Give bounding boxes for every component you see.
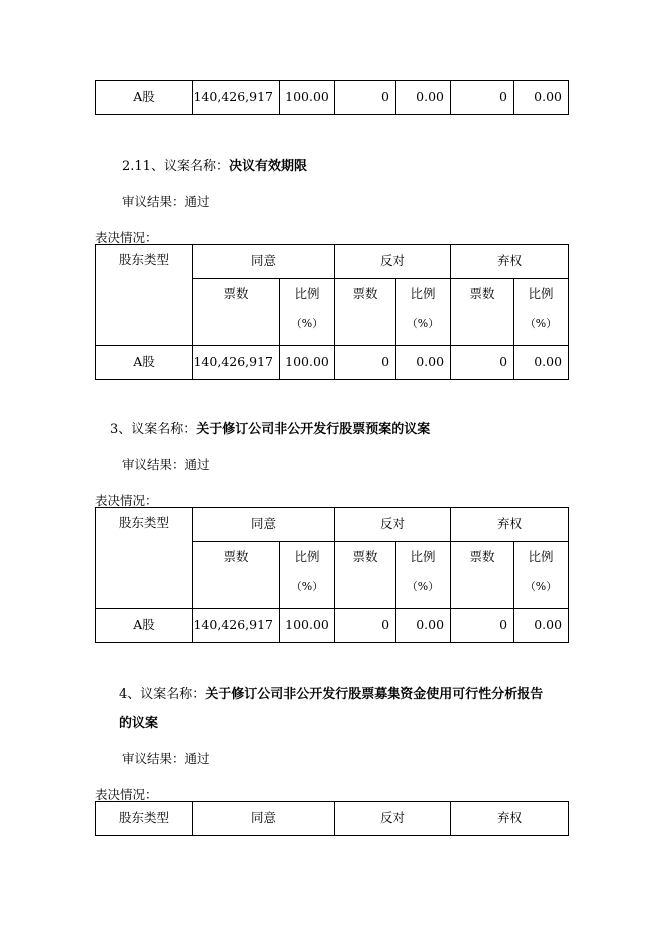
agree-votes-cell: 140,426,917 (193, 346, 280, 380)
header-ratio-label: 比例 (528, 549, 554, 564)
header-ratio-label: 比例 (528, 286, 554, 301)
header-percent-label: （%） (524, 316, 558, 330)
header-abstain: 弃权 (451, 245, 569, 279)
oppose-votes-cell: 0 (335, 81, 396, 115)
abstain-ratio-cell: 0.00 (514, 81, 569, 115)
oppose-ratio-cell: 0.00 (396, 346, 451, 380)
agree-votes-cell: 140,426,917 (193, 609, 280, 643)
shareholder-type-cell: A股 (96, 609, 193, 643)
review-result: 审议结果：通过 (122, 751, 210, 766)
header-votes: 票数 (193, 279, 280, 346)
proposal-number: 4、 (119, 687, 141, 702)
header-percent-label: （%） (290, 579, 324, 593)
oppose-ratio-cell: 0.00 (396, 609, 451, 643)
header-abstain: 弃权 (451, 802, 569, 836)
header-ratio (514, 542, 569, 609)
table-row (96, 81, 569, 115)
header-votes: 票数 (451, 279, 514, 346)
agree-votes-cell: 140,426,917 (193, 81, 280, 115)
vote-label: 表决情况： (95, 787, 158, 802)
proposal-name-label: 议案名称： (163, 159, 229, 174)
header-ratio (514, 279, 569, 346)
review-result: 审议结果：通过 (122, 457, 210, 472)
header-ratio (280, 542, 335, 609)
oppose-votes-cell: 0 (335, 346, 396, 380)
header-shareholder-type: 股东类型 (96, 508, 193, 609)
proposal-heading-2-11 (122, 155, 307, 174)
proposal-name: 关于修订公司非公开发行股票预案的议案 (196, 422, 431, 437)
header-oppose: 反对 (335, 245, 451, 279)
header-shareholder-type: 股东类型 (96, 802, 193, 836)
vote-label: 表决情况： (95, 230, 158, 245)
proposal-heading-3 (110, 418, 430, 437)
header-ratio (396, 279, 451, 346)
proposal-name-line2: 的议案 (119, 716, 159, 731)
agree-ratio-cell: 100.00 (280, 346, 335, 380)
header-agree: 同意 (193, 802, 335, 836)
header-percent-label: （%） (406, 316, 440, 330)
header-percent-label: （%） (524, 579, 558, 593)
header-ratio (396, 542, 451, 609)
proposal-name-label: 议案名称： (131, 422, 197, 437)
abstain-votes-cell: 0 (451, 609, 514, 643)
abstain-votes-cell: 0 (451, 346, 514, 380)
header-ratio-label: 比例 (294, 549, 320, 564)
oppose-votes-cell: 0 (335, 609, 396, 643)
agree-ratio-cell: 100.00 (280, 609, 335, 643)
header-agree: 同意 (193, 508, 335, 542)
vote-table-4 (95, 801, 569, 836)
vote-table-3 (95, 507, 569, 643)
table-header-row (96, 802, 569, 836)
header-oppose: 反对 (335, 802, 451, 836)
header-votes: 票数 (335, 542, 396, 609)
header-votes: 票数 (193, 542, 280, 609)
header-shareholder-type: 股东类型 (96, 245, 193, 346)
vote-table-continued (95, 80, 569, 115)
header-agree: 同意 (193, 245, 335, 279)
table-header-row (96, 245, 569, 279)
header-ratio-label: 比例 (294, 286, 320, 301)
header-ratio (280, 279, 335, 346)
proposal-name-line1: 关于修订公司非公开发行股票募集资金使用可行性分析报告 (205, 687, 544, 702)
vote-label: 表决情况： (95, 493, 158, 508)
header-votes: 票数 (451, 542, 514, 609)
header-percent-label: （%） (290, 316, 324, 330)
proposal-name: 决议有效期限 (228, 159, 307, 174)
header-votes: 票数 (335, 279, 396, 346)
shareholder-type-cell: A股 (96, 81, 193, 115)
oppose-ratio-cell: 0.00 (396, 81, 451, 115)
proposal-name-label: 议案名称： (140, 687, 206, 702)
proposal-heading-4 (119, 683, 543, 702)
shareholder-type-cell: A股 (96, 346, 193, 380)
header-oppose: 反对 (335, 508, 451, 542)
table-row (96, 346, 569, 380)
proposal-number: 2.11、 (122, 159, 164, 174)
proposal-number: 3、 (110, 422, 132, 437)
abstain-ratio-cell: 0.00 (514, 346, 569, 380)
table-row (96, 609, 569, 643)
agree-ratio-cell: 100.00 (280, 81, 335, 115)
table-header-row (96, 508, 569, 542)
header-ratio-label: 比例 (410, 286, 436, 301)
review-result: 审议结果：通过 (122, 194, 210, 209)
header-abstain: 弃权 (451, 508, 569, 542)
header-ratio-label: 比例 (410, 549, 436, 564)
header-percent-label: （%） (406, 579, 440, 593)
abstain-ratio-cell: 0.00 (514, 609, 569, 643)
abstain-votes-cell: 0 (451, 81, 514, 115)
vote-table-2-11 (95, 244, 569, 380)
